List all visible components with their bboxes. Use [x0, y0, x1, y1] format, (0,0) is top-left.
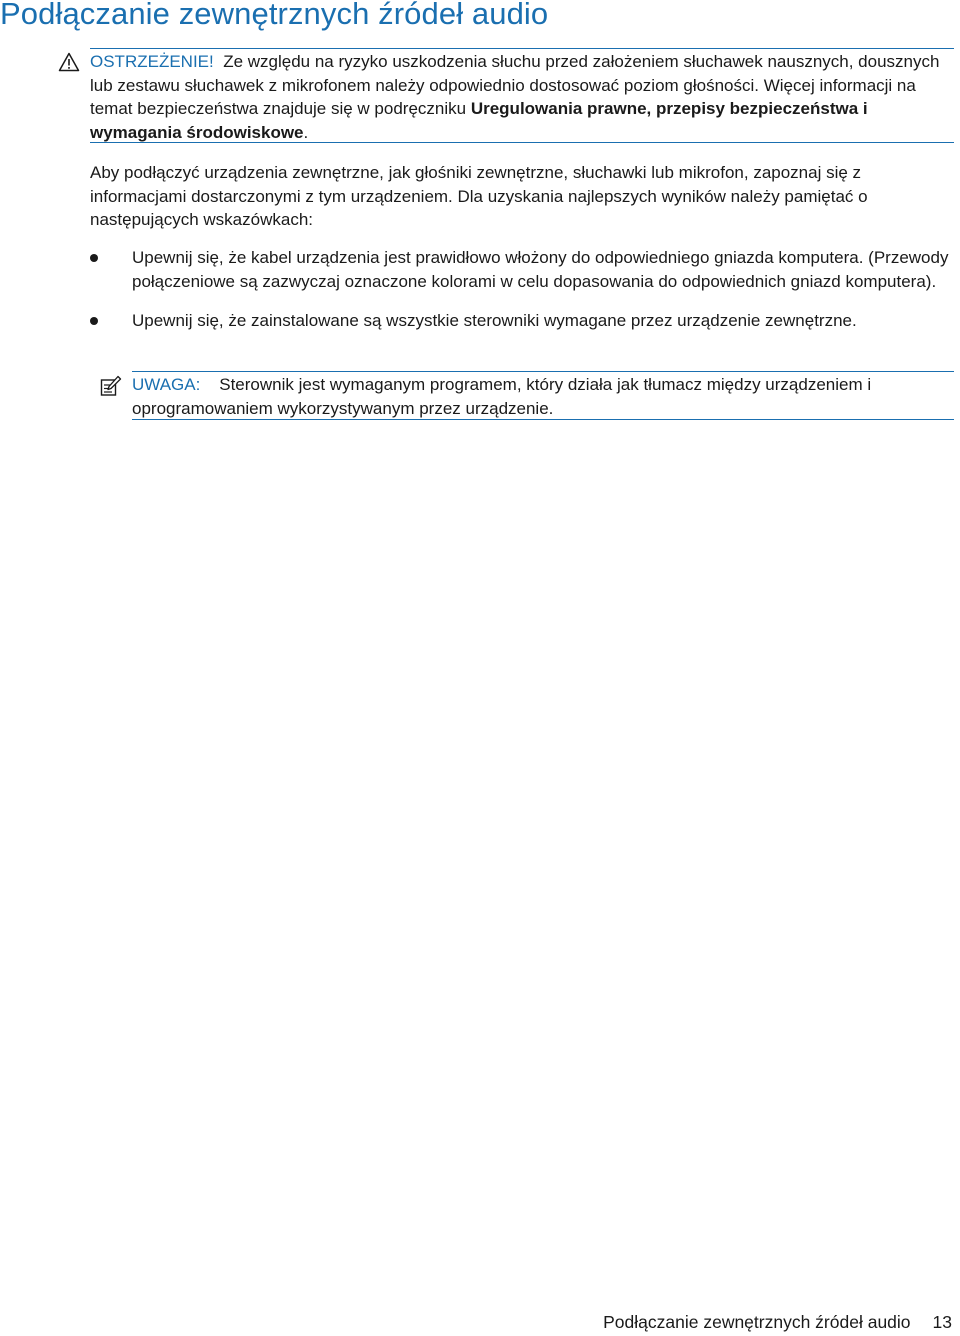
warning-body: Ze względu na ryzyko uszkodzenia słuchu przed założeniem słuchawek nausznych, dousznych lub zestawu słuchawek z mikrofonem należy odpowiednio dostosować poziom głośności. Więcej informacji na temat bezpieczeństwa znajduje się w podręczniku: [90, 52, 940, 118]
warning-rule-bottom: [90, 142, 954, 143]
warning-label: OSTRZEŻENIE!: [90, 52, 214, 71]
list-item: [90, 309, 956, 333]
regulatory-guide-title: Uregulowania prawne, przepisy bezpieczeństwa i wymagania środowiskowe: [90, 99, 868, 142]
note-body: Sterownik jest wymaganym programem, który działa jak tłumacz między urządzeniem i oprogramowaniem wykorzystywanym przez urządzenie.: [132, 375, 872, 418]
warning-period: .: [303, 122, 309, 142]
list-item: [90, 246, 956, 293]
warning-text: [90, 50, 954, 144]
warning-triangle-icon: [58, 52, 80, 72]
page-title: Podłączanie zewnętrznych źródeł audio: [0, 0, 549, 31]
intro-paragraph: Aby podłączyć urządzenia zewnętrzne, jak głośniki zewnętrzne, słuchawki lub mikrofon, zapoznaj się z informacjami dostarczonymi z tym urządzeniem. Dla uzyskania najlepszych wyników należy pamiętać o następujących wskazówkach:: [90, 163, 868, 229]
tips-list: [90, 246, 956, 333]
note-text: [132, 373, 954, 420]
bullet-dot-icon: [90, 254, 98, 262]
list-item-text: Upewnij się, że zainstalowane są wszystkie sterowniki wymagane przez urządzenie zewnętrzne.: [132, 311, 857, 330]
list-item-text: Upewnij się, że kabel urządzenia jest prawidłowo włożony do odpowiedniego gniazda komputera. (Przewody połączeniowe są zazwyczaj oznaczone kolorami w celu dopasowania do odpowiednich gniazd komputera).: [132, 248, 949, 291]
bullet-dot-icon: [90, 317, 98, 325]
note-pencil-icon: [100, 375, 122, 397]
warning-rule-top: [90, 48, 954, 49]
page-number: 13: [932, 1312, 952, 1332]
page-footer: [603, 1312, 952, 1333]
note-label: UWAGA:: [132, 375, 201, 394]
footer-section-title: Podłączanie zewnętrznych źródeł audio: [603, 1312, 911, 1332]
note-rule-bottom: [132, 419, 954, 420]
note-rule-top: [132, 371, 954, 372]
